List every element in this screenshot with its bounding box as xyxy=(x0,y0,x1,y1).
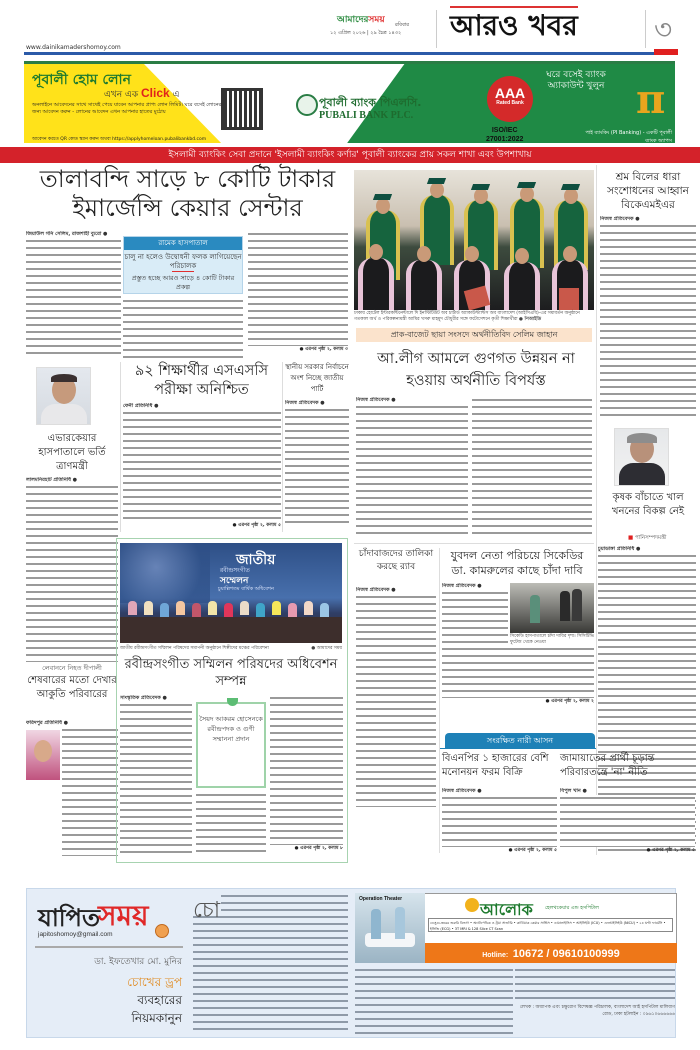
doctor xyxy=(395,907,405,939)
islamic-banking-banner[interactable]: ইসলামী ব্যাংকিং সেবা প্রদানে 'ইসলামী ব্যাংকিং কর্ণার' পূবালী ব্যাংকের প্রায় সকল শাখা এবং উপশাখায় xyxy=(0,147,700,163)
lead-highlight-box xyxy=(123,236,243,294)
iso-line2: 27001:2022 xyxy=(486,136,524,143)
square-bullet-icon: ■ xyxy=(628,535,634,541)
bnp-body xyxy=(442,788,557,854)
japito-body-col3 xyxy=(515,967,675,1002)
singer xyxy=(224,603,233,617)
lebanon-byline: ফরিদপুর প্রতিনিধি ● xyxy=(26,720,69,726)
qr-code-icon[interactable] xyxy=(221,88,263,130)
economy-body-left xyxy=(356,397,468,537)
bnp-more-link[interactable]: ● এরপর পৃষ্ঠা ২, কলাম ৫ xyxy=(508,848,557,853)
japito-author: ডা. ইফতেখার মো. মুনির xyxy=(94,957,182,967)
cap xyxy=(373,194,392,200)
chanda-byline: নিজস্ব প্রতিবেদক ● xyxy=(356,587,396,593)
singer xyxy=(240,601,249,615)
singer xyxy=(304,601,313,615)
labor-text xyxy=(600,223,696,421)
face xyxy=(430,182,444,198)
column-divider xyxy=(282,362,283,532)
page-number: ৩ xyxy=(654,13,673,46)
singer xyxy=(192,603,201,617)
graduate-figure xyxy=(358,258,394,310)
jamaat-byline: বিপুল খান ● xyxy=(560,788,587,794)
japito-body-col2 xyxy=(355,967,513,1037)
jamaat-body xyxy=(560,788,695,854)
graduate-figure xyxy=(406,260,442,310)
doctor xyxy=(371,909,381,939)
minister-portrait xyxy=(36,367,91,425)
pi-banking-logo-icon: π xyxy=(636,76,666,123)
face xyxy=(369,244,383,260)
face xyxy=(563,246,577,262)
rabindra-body-center xyxy=(196,792,266,855)
victim-portrait xyxy=(26,730,60,780)
issue-date: ১২ এপ্রিল ২০২৬ | ২৯ চৈত্র ১৪৩২ xyxy=(330,30,402,36)
lebanon-headline[interactable]: শেষবারের মতো দেখার আকুতি পরিবারের xyxy=(27,675,117,700)
jamaat-headline[interactable]: জামায়াতের প্রার্থী চূড়ান্ত পরিবারতন্ত্রে 'না' নীতি xyxy=(560,753,655,778)
ssc-byline: ফেনী প্রতিনিধি ● xyxy=(123,403,159,409)
banner-title-rabindra: রবীন্দ্রসংগীত xyxy=(220,567,250,574)
shirt xyxy=(41,404,87,425)
rabindra-text xyxy=(270,695,343,845)
face xyxy=(376,198,390,214)
japito-headline-line1[interactable]: চোখের ড্রপ xyxy=(127,975,182,989)
jubodal-byline: নিজস্ব প্রতিবেদক ● xyxy=(442,583,482,589)
japito-headline-line3[interactable]: নিয়মকানুন xyxy=(131,1011,182,1025)
tagore-portrait xyxy=(120,543,210,603)
ssc-body xyxy=(123,403,281,529)
hospital-hotline[interactable] xyxy=(425,943,677,963)
header-accent xyxy=(654,49,678,55)
bank-name-en: PUBALI BANK PLC. xyxy=(319,110,414,121)
rabindra-caption xyxy=(120,645,342,652)
ad-body: অনলাইনে আবেদনের সাথে সাথেই পেয়ে যাবেন আপনার প্রাপ্য লোন লিমিট। ঘরে বসেই লোনের জন্য আবেদন করুন - লোনের আবেদন এখন আপনার হাতের মুঠোয় xyxy=(32,102,222,115)
ssc-text xyxy=(123,410,281,522)
evercare-headline[interactable]: এভারকেয়ার হাসপাতালে ভর্তি ত্রাণমন্ত্রী xyxy=(38,433,106,472)
jatiyo-party-body xyxy=(285,400,349,528)
header-divider xyxy=(645,10,646,48)
hair xyxy=(627,433,657,443)
jubodal-more-link[interactable]: ● এরপর পৃষ্ঠা ২, কলাম ২ xyxy=(545,699,594,704)
cctv-photo[interactable] xyxy=(510,583,594,633)
evercare-byline: লালমনিরহাট প্রতিনিধি ● xyxy=(26,477,78,483)
economy-kicker: প্রাক-বাজেট ছায়া সংসদে অর্থনীতিবিদ সেলিম জাহান xyxy=(356,328,592,342)
ad-title: পূবালী হোম লোন xyxy=(32,72,131,88)
lead-box-line2: প্রস্তুত হচ্ছে আরও সাড়ে ৪ কোটি টাকার প্রকল্প xyxy=(131,274,235,291)
header-divider xyxy=(436,10,437,48)
jamaat-text xyxy=(560,795,695,847)
bank-name-bn: পূবালী ব্যাংক পিএলসি. xyxy=(319,96,422,109)
labor-bill-body xyxy=(600,216,696,421)
section-title: আরও খবর xyxy=(450,6,578,44)
convocation-photo[interactable] xyxy=(354,170,594,310)
japito-email[interactable]: japitoshomoy@gmail.com xyxy=(38,931,113,938)
economy-byline: নিজস্ব প্রতিবেদক ● xyxy=(356,397,396,403)
open-account-text: ঘরে বসেই ব্যাংক অ্যাকাউন্ট খুলুন xyxy=(546,70,606,91)
bnp-byline: নিজস্ব প্রতিবেদক ● xyxy=(442,788,482,794)
krishok-headline[interactable]: কৃষক বাঁচাতে খাল খননের বিকল্প নেই xyxy=(611,492,685,517)
click-prefix: এখন এক xyxy=(104,90,139,100)
header-rule xyxy=(24,52,678,55)
lead-body-right xyxy=(248,231,348,357)
singer xyxy=(176,601,185,615)
caption-text: জাতীয় রবীন্দ্রসংগীত সম্মিলন পরিষদের সমাপনী অনুষ্ঠানে শিল্পীদের মঞ্চের পরিবেশনা xyxy=(120,646,269,651)
operation-theater-photo xyxy=(355,893,425,963)
hospital-name: আলোক xyxy=(480,900,533,919)
sun-logo-icon xyxy=(465,898,479,912)
bnp-text xyxy=(442,795,557,847)
rabindra-byline: সাংস্কৃতিক প্রতিবেদক ● xyxy=(120,695,167,701)
japito-headline-line2[interactable]: ব্যবহারের xyxy=(137,993,182,1007)
lead-box-rule xyxy=(172,271,194,272)
face xyxy=(417,246,431,262)
singer xyxy=(144,601,153,615)
labor-byline: নিজস্ব প্রতিবেদক ● xyxy=(600,216,640,222)
lebanon-text xyxy=(62,727,118,856)
newspaper-logo[interactable] xyxy=(337,12,385,27)
jp-text xyxy=(285,407,349,527)
logo-part1: আমাদের xyxy=(337,15,369,25)
photo-credit: ● পিআইডি xyxy=(518,317,542,322)
ad-url[interactable]: আবেদন করতে QR কোড স্ক্যান করুন অথবা https://applyhomeloan.pubalibankbd.com xyxy=(32,137,207,142)
chanda-body xyxy=(356,587,436,807)
face xyxy=(34,740,52,762)
ssc-more-link[interactable]: ● এরপর পৃষ্ঠা ২, কলাম ৫ xyxy=(232,523,281,528)
hotline-label: Hotline: xyxy=(482,952,509,959)
person xyxy=(530,595,540,623)
women-seats-banner: সংরক্ষিত নারী আসন xyxy=(445,733,595,748)
section-divider xyxy=(354,543,594,544)
japito-dropcap: চো xyxy=(193,898,221,923)
banner-title-jatiyo: জাতীয় xyxy=(236,552,276,568)
jubodal-headline[interactable]: যুবদল নেতা পরিচয়ে সিকেডির ডা. কামরুলের কাছে চাঁদা দাবি xyxy=(450,549,584,577)
japito-logo-part2: সময় xyxy=(98,899,149,932)
banner-title-sammelan: সম্মেলন xyxy=(220,576,249,586)
person xyxy=(572,589,582,621)
cap xyxy=(561,184,580,190)
economy-text xyxy=(356,404,468,537)
click-word: Click xyxy=(141,86,170,100)
face xyxy=(465,246,479,262)
lead-text xyxy=(248,231,348,346)
chanda-text xyxy=(356,594,436,807)
pubali-bank-ad[interactable] xyxy=(24,61,675,143)
cap xyxy=(471,184,490,190)
minister-portrait xyxy=(614,428,669,486)
cap xyxy=(427,178,446,184)
logo-part2: সময় xyxy=(368,15,385,25)
photo-caption xyxy=(354,311,594,323)
hotline-number: 10672 / 09610100999 xyxy=(512,948,620,960)
iso-line1: ISO/IEC xyxy=(491,127,518,134)
decorative-badge-icon xyxy=(227,698,238,706)
economy-headline[interactable]: আ.লীগ আমলে গুণগত উন্নয়ন না হওয়ায় অর্থনীতি বিপর্যস্ত xyxy=(377,351,575,389)
lead-body-center xyxy=(123,298,243,358)
rabindra-body-right xyxy=(270,695,343,855)
japito-logo-part1: যাপিত xyxy=(38,903,100,932)
weekday: রবিবার xyxy=(395,22,409,28)
aaa-rating-badge xyxy=(487,76,533,122)
jubodal-photo-caption: সিকেডি হাসপাতালে চাঁদা দাবির দৃশ্য। সিসিটিভি ফুটেজ থেকে নেওয়া xyxy=(510,634,594,645)
economy-body-right xyxy=(472,397,592,537)
women-seats-rule xyxy=(440,748,596,749)
chanda-headline[interactable]: চাঁদাবাজদের তালিকা করছে র‍্যাব xyxy=(358,549,434,572)
jamaat-more-link[interactable]: ● এরপর পৃষ্ঠা ২, কলাম ৫ xyxy=(646,848,695,853)
bnp-headline[interactable]: বিএনপির ১ হাজারের বেশি মনোনয়ন ফরম বিক্রি xyxy=(442,753,549,778)
pull-quote-text: সৈয়দ আকরম হোসেনকে রবীন্দ্রপদক ও গুণী সম্মাননা প্রদান xyxy=(199,715,263,743)
column-divider xyxy=(120,362,121,532)
lebanon-kicker: লেবাননে নিহত দীপালী xyxy=(42,664,102,672)
labor-bill-headline[interactable]: শ্রম বিলের ধারা সংশোধনের আহ্বান বিকেএমইএর xyxy=(607,171,689,211)
hospital-services: ডেঙ্গু-জ্বরের জরুরি বিভাগ • অর্থোপেডিক ও ট্রমা সার্জারি • কার্ডিয়াক কেয়ার সার্ভিস • ডায়ালাইসিস • আইসিইউ (ICU) • এনআইসিইউ (NICU) • ২৪ ঘণ্টা ফার্মেসি • ইসিজি (ECG) • 3T MRI & 128 Slice CT Scan xyxy=(428,918,673,932)
face xyxy=(474,188,488,204)
singer xyxy=(272,601,281,615)
rabindra-headline[interactable]: রবীন্দ্রসংগীত সম্মিলন পরিষদের অধিবেশন সম্পন্ন xyxy=(124,657,338,689)
photo-credit: ● আমাদের সময় xyxy=(311,646,342,651)
clock-icon xyxy=(155,924,169,938)
krishok-tag xyxy=(628,535,666,543)
click-suffix: এ xyxy=(172,90,180,100)
graduate-figure xyxy=(504,262,540,310)
face xyxy=(515,248,529,264)
ad-click-line xyxy=(104,86,179,102)
jubodal-body-bottom xyxy=(442,646,594,706)
lead-text xyxy=(26,238,121,357)
column-divider xyxy=(439,548,440,853)
certificate xyxy=(559,288,579,310)
stage xyxy=(120,617,342,643)
jp-byline: নিজস্ব প্রতিবেদক ● xyxy=(285,400,325,406)
hair xyxy=(51,374,77,382)
pi-banking-sub: পাই ব্যাংকিং (PI Banking) - একটি পূবালী ব্যাংক অ্যাপস xyxy=(585,130,672,143)
rating-big: AAA xyxy=(494,85,526,101)
evercare-text xyxy=(26,484,118,662)
singer xyxy=(208,601,217,615)
lead-box-title: রামেক হাসপাতাল xyxy=(124,237,242,250)
face xyxy=(564,188,578,204)
rabindra-more-link[interactable]: ● এরপর পৃষ্ঠা ২, কলাম ৮ xyxy=(294,846,343,851)
rating-small: Rated Bank xyxy=(496,100,524,106)
iso-cert xyxy=(486,126,523,143)
japito-author-note: লেখক : অধ্যাপক এবং চক্ষুরোগ বিশেষজ্ঞ পরিচালক, বাংলাদেশ আই হসপিটাল মালিবাগ রোড, ঢাকা হটলাইন : ০৯৬১০৬৬৬৬৬৬ xyxy=(519,1005,675,1017)
ssc-headline[interactable]: ৯২ শিক্ষার্থীর এসএসসি পরীক্ষা অনিশ্চিত xyxy=(134,363,269,398)
singer xyxy=(160,603,169,617)
lead-body-left xyxy=(26,231,121,357)
cap xyxy=(517,182,536,188)
lead-box-line1: চালু না হলেও উদ্বোধনী ফলক লাগিয়েছেন পরিচালক xyxy=(124,253,242,270)
rabindra-text xyxy=(120,702,192,855)
bank-emblem-icon xyxy=(296,94,318,116)
caption-text: ঢাকায় হোটেল ইন্টারকন্টিনেন্টালে দি ইনস্টিটিউট অব চার্টার্ড অ্যাকাউন্ট্যান্টস অব বাংলাদেশ (আইসিএবি)-এর সমাবর্তন অনুষ্ঠানে গতকাল অর্থ ও পরিকল্পনামন্ত্রী আমির খসরু মাহমুদ চৌধুরীর সঙ্গে ফটোসেশনে কৃতী শিক্ষার্থীরা xyxy=(354,311,580,322)
rabindra-stage-photo[interactable] xyxy=(120,543,342,643)
krishok-byline: চুয়াডাঙ্গা প্রতিনিধি ● xyxy=(598,546,641,552)
face xyxy=(520,186,534,202)
singer xyxy=(288,603,297,617)
operation-theater-label: Operation Theater xyxy=(359,896,403,902)
suit xyxy=(619,463,665,486)
rabindra-body-left xyxy=(120,695,192,855)
jubodal-text xyxy=(442,646,594,698)
evercare-body xyxy=(26,477,118,662)
lead-more-link[interactable]: ● এরপর পৃষ্ঠা ২, কলাম ৩ xyxy=(299,347,348,352)
jatiyo-party-headline[interactable]: স্থানীয় সরকার নির্বাচনে অংশ নিচ্ছে জাতীয় পার্টি xyxy=(285,363,349,393)
singer xyxy=(256,603,265,617)
lead-byline: জিয়াউল গনি সেলিম, রাজশাহী ব্যুরো ● xyxy=(26,231,108,237)
rabindra-pull-quote xyxy=(196,702,266,788)
japito-rule xyxy=(35,946,183,948)
banner-title-session: চুয়াল্লিশতম বার্ষিক অধিবেশন xyxy=(218,586,274,592)
jubodal-body-left xyxy=(442,583,508,643)
lead-headline[interactable]: তালাবন্দি সাড়ে ৮ কোটি টাকার ইমার্জেন্সি কেয়ার সেন্টার xyxy=(39,165,336,222)
person xyxy=(560,591,570,621)
krishok-tag-text: পানিসম্পদমন্ত্রী xyxy=(634,535,667,541)
singer xyxy=(128,601,137,615)
singer xyxy=(320,603,329,617)
hospital-subtitle: হেলথকেয়ার এন্ড হসপিটাল xyxy=(545,905,599,911)
jubodal-text xyxy=(442,590,508,643)
site-url[interactable]: www.dainikamadershomoy.com xyxy=(26,44,121,51)
